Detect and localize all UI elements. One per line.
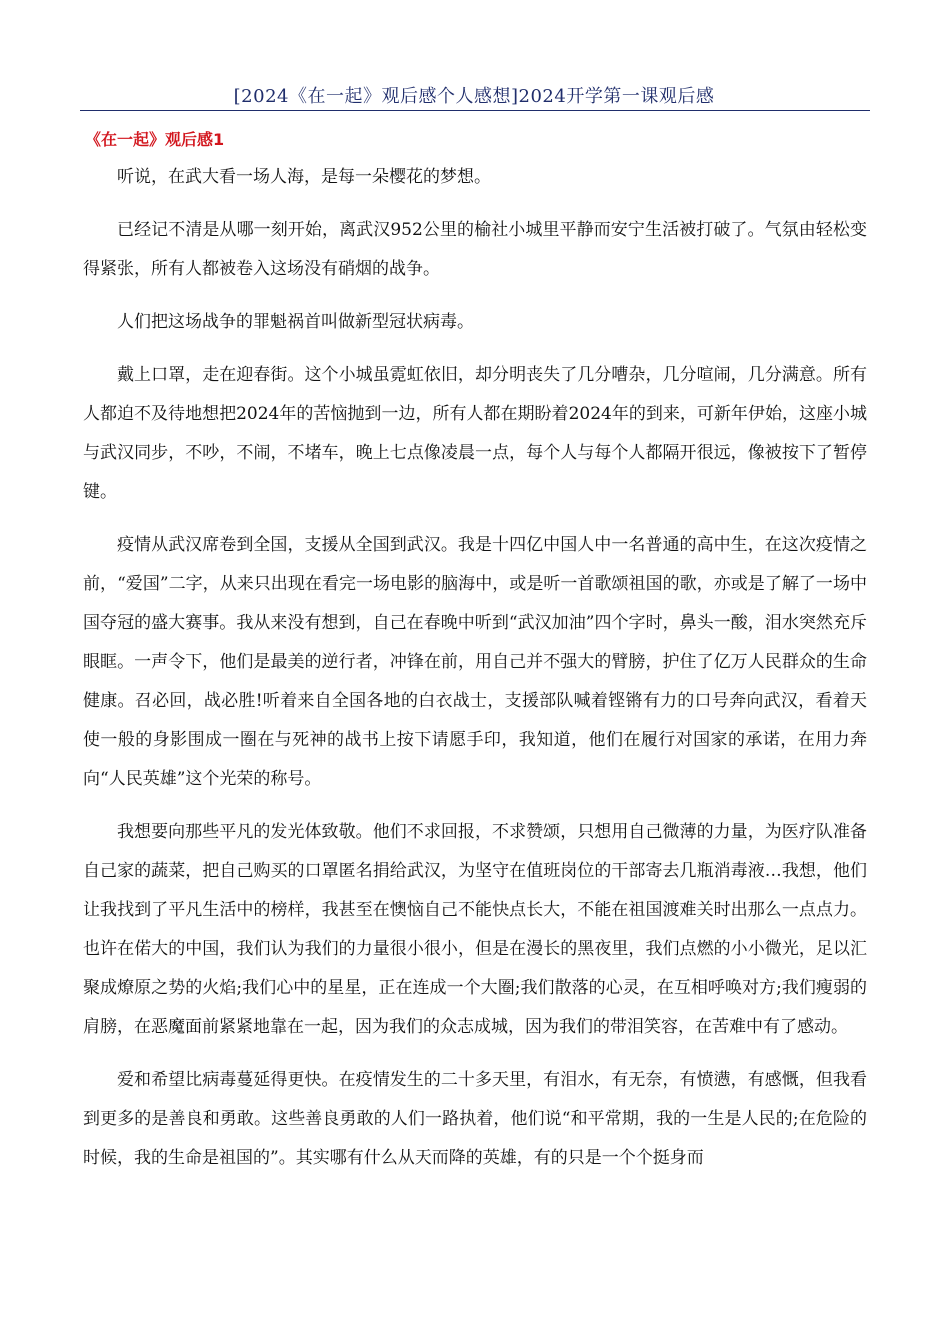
section-title: 《在一起》观后感1 bbox=[85, 130, 225, 149]
paragraph: 疫情从武汉席卷到全国，支援从全国到武汉。我是十四亿中国人中一名普通的高中生，在这次疫情之前，“爱国”二字，从来只出现在看完一场电影的脑海中，或是听一首歌颂祖国的歌，亦或是了解了一场中国夺冠的盛大赛事。我从来没有想到，自己在春晚中听到“武汉加油”四个字时，鼻头一酸，泪水突然充斥眼眶。一声令下，他们是最美的逆行者，冲锋在前，用自己并不强大的臂膀，护住了亿万人民群众的生命健康。召必回，战必胜!听着来自全国各地的白衣战士，支援部队喊着铿锵有力的口号奔向武汉，看着天使一般的身影围成一圈在与死神的战书上按下请愿手印，我知道，他们在履行对国家的承诺，在用力奔向“人民英雄”这个光荣的称号。 bbox=[83, 535, 867, 789]
paragraph: 听说，在武大看一场人海，是每一朵樱花的梦想。 bbox=[117, 167, 491, 187]
paragraph: 戴上口罩，走在迎春街。这个小城虽霓虹依旧，却分明丧失了几分嘈杂，几分喧闹，几分满意。所有人都迫不及待地想把2024年的苦恼抛到一边，所有人都在期盼着2024年的到来，可新年伊始，这座小城与武汉同步，不吵，不闹，不堵车，晚上七点像凌晨一点，每个人与每个人都隔开很远，像被按下了暂停键。 bbox=[83, 365, 867, 502]
paragraph: 爱和希望比病毒蔓延得更快。在疫情发生的二十多天里，有泪水，有无奈，有愤懑，有感慨，但我看到更多的是善良和勇敢。这些善良勇敢的人们一路执着，他们说“和平常期，我的一生是人民的;在危险的时候，我的生命是祖国的”。其实哪有什么从天而降的英雄，有的只是一个个挺身而 bbox=[83, 1070, 867, 1168]
paragraph: 我想要向那些平凡的发光体致敬。他们不求回报，不求赞颂，只想用自己微薄的力量，为医疗队准备自己家的蔬菜，把自己购买的口罩匿名捐给武汉，为坚守在值班岗位的干部寄去几瓶消毒液…我想，他们让我找到了平凡生活中的榜样，我甚至在懊恼自己不能快点长大，不能在祖国渡难关时出那么一点点力。也许在偌大的中国，我们认为我们的力量很小很小，但是在漫长的黑夜里，我们点燃的小小微光，足以汇聚成燎原之势的火焰;我们心中的星星，正在连成一个大圈;我们散落的心灵，在互相呼唤对方;我们瘦弱的肩膀，在恶魔面前紧紧地靠在一起，因为我们的众志成城，因为我们的带泪笑容，在苦难中有了感动。 bbox=[83, 822, 867, 1037]
paragraph: 已经记不清是从哪一刻开始，离武汉952公里的榆社小城里平静而安宁生活被打破了。气氛由轻松变得紧张，所有人都被卷入这场没有硝烟的战争。 bbox=[83, 220, 867, 279]
page-header-title: [2024《在一起》观后感个人感想]2024开学第一课观后感 bbox=[233, 86, 715, 107]
paragraph: 人们把这场战争的罪魁祸首叫做新型冠状病毒。 bbox=[117, 312, 474, 332]
article-body bbox=[83, 158, 867, 1192]
header-divider bbox=[80, 110, 870, 111]
